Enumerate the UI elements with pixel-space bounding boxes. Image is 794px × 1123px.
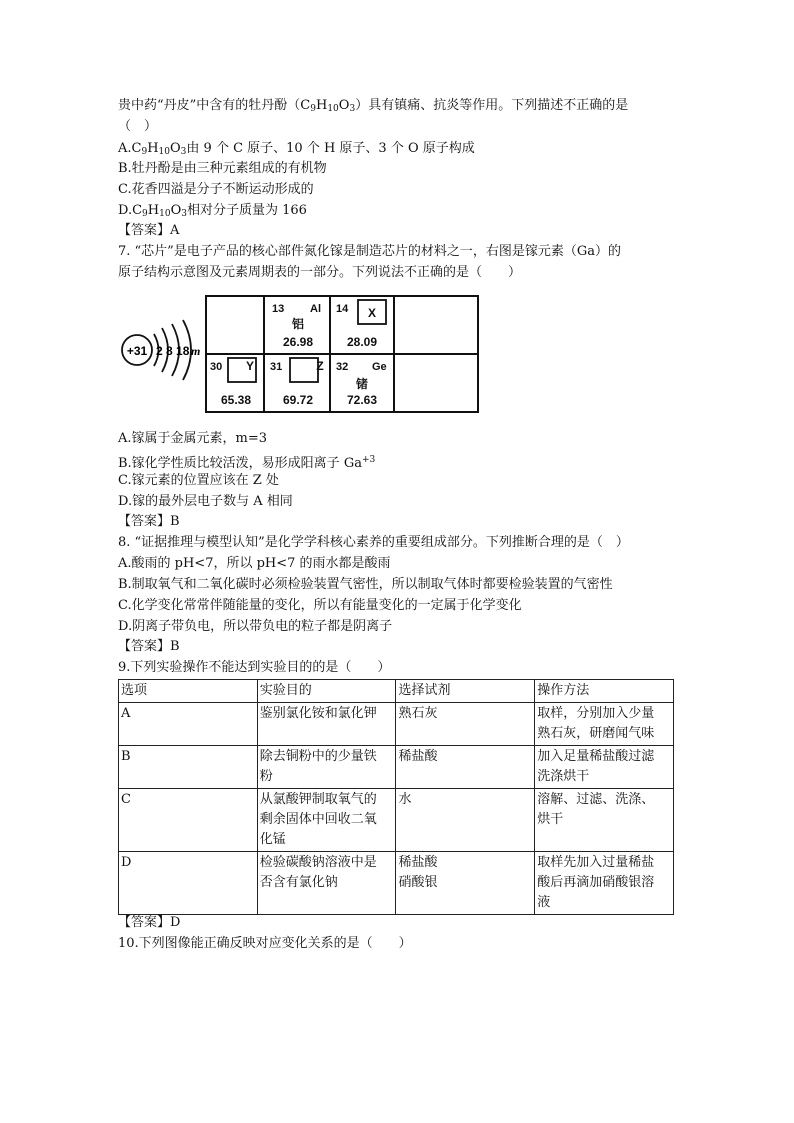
q6-option-a: $A.C_9H_{10}O_3$由 9 个 C 原子、10 个 H 原子、3 个 O 原子构成 xyxy=(118,141,475,157)
experiment-table xyxy=(118,679,674,915)
q6-option-c: C.花香四溢是分子不断运动形成的 xyxy=(118,182,314,197)
q7-answer: 【答案】B xyxy=(118,514,180,529)
svg-text:72.63: 72.63 xyxy=(346,393,378,407)
svg-text:28.09: 28.09 xyxy=(346,335,378,349)
cell-reagent: 稀盐酸 xyxy=(396,746,535,789)
svg-text:26.98: 26.98 xyxy=(282,335,314,349)
svg-text:30: 30 xyxy=(210,361,223,373)
svg-text:铝: 铝 xyxy=(291,317,305,331)
element-cell-31 xyxy=(270,358,324,407)
q7-option-a: A.镓属于金属元素，m=3 xyxy=(118,431,268,446)
outer-shell-m-label: m xyxy=(191,344,201,358)
header-reagent: 选择试剂 xyxy=(396,680,535,703)
svg-text:13: 13 xyxy=(272,303,285,315)
q6-answer: 【答案】A xyxy=(118,223,180,238)
svg-text:X: X xyxy=(367,306,377,320)
svg-text:Z: Z xyxy=(316,359,324,373)
svg-text:Al: Al xyxy=(310,303,321,315)
element-cell-32 xyxy=(336,361,387,407)
q6-stem: 贵中药“丹皮”中含有的牡丹酚$(C_9H_{10}O_3)$具有镇痛、抗炎等作用。下列描述不正确的是 xyxy=(118,98,629,114)
atom-structure-diagram xyxy=(122,320,200,380)
cell-reagent: 稀盐酸 硝酸银 xyxy=(396,852,535,915)
cell-option: A xyxy=(119,703,258,746)
q6-paren: （ ） xyxy=(118,119,158,134)
svg-text:锗: 锗 xyxy=(355,377,369,391)
cell-goal: 鉴别氯化铵和氯化钾 xyxy=(257,703,396,746)
element-cell-30 xyxy=(210,358,256,407)
cell-option: B xyxy=(119,746,258,789)
header-goal: 实验目的 xyxy=(257,680,396,703)
cell-method: 溶解、过滤、洗涤、 烘干 xyxy=(535,789,674,852)
cell-goal: 除去铜粉中的少量铁 粉 xyxy=(257,746,396,789)
element-cell-13 xyxy=(272,303,321,349)
table-row xyxy=(119,789,674,852)
table-header-row xyxy=(119,680,674,703)
cell-goal: 检验碳酸钠溶液中是 否含有氯化钠 xyxy=(257,852,396,915)
q8-option-b: B.制取氧气和二氧化碳时必须检验装置气密性，所以制取气体时都要检验装置的气密性 xyxy=(118,577,613,592)
gallium-figure xyxy=(118,292,518,422)
q8-option-d: D.阴离子带负电，所以带负电的粒子都是阴离子 xyxy=(118,619,393,634)
svg-text:Ge: Ge xyxy=(372,361,387,373)
q7-stem-line1: 7. “芯片”是电子产品的核心部件氮化镓是制造芯片的材料之一，右图是镓元素（Ga）的 xyxy=(118,244,621,259)
q7-stem-line2: 原子结构示意图及元素周期表的一部分。下列说法不正确的是（ ） xyxy=(118,265,522,280)
cell-goal: 从氯酸钾制取氧气的 剩余固体中回收二氧 化锰 xyxy=(257,789,396,852)
electron-shells-label: 2 8 18 xyxy=(156,344,190,358)
svg-text:32: 32 xyxy=(336,361,349,373)
q7-option-b: B.镓化学性质比较活泼，易形成阳离子 $Ga^{+3}$ xyxy=(118,455,376,471)
header-method: 操作方法 xyxy=(535,680,674,703)
q10-stem: 10.下列图像能正确反映对应变化关系的是（ ） xyxy=(118,936,412,951)
cell-option: D xyxy=(119,852,258,915)
q9-answer: 【答案】D xyxy=(118,915,181,930)
q6-option-d: $D.C_9H_{10}O_3$相对分子质量为 166 xyxy=(118,203,307,219)
cell-reagent: 熟石灰 xyxy=(396,703,535,746)
cell-method: 加入足量稀盐酸过滤 洗涤烘干 xyxy=(535,746,674,789)
table-row xyxy=(119,746,674,789)
q6-option-b: B.牡丹酚是由三种元素组成的有机物 xyxy=(118,161,327,176)
table-row xyxy=(119,703,674,746)
header-option: 选项 xyxy=(119,680,258,703)
q8-option-a: A.酸雨的 pH<7，所以 pH<7 的雨水都是酸雨 xyxy=(118,556,391,571)
q7-option-c: C.镓元素的位置应该在 Z 处 xyxy=(118,473,279,488)
q7-option-d: D.镓的最外层电子数与 A 相同 xyxy=(118,494,293,509)
element-cell-14 xyxy=(336,300,386,349)
q9-stem: 9.下列实验操作不能达到实验目的的是（ ） xyxy=(118,660,391,675)
cell-method: 取样，分别加入少量 熟石灰，研磨闻气味 xyxy=(535,703,674,746)
table-row xyxy=(119,852,674,915)
nucleus-label: +31 xyxy=(126,344,148,358)
q8-answer: 【答案】B xyxy=(118,639,180,654)
svg-text:69.72: 69.72 xyxy=(282,393,314,407)
svg-text:14: 14 xyxy=(336,303,349,315)
svg-text:31: 31 xyxy=(270,361,283,373)
cell-option: C xyxy=(119,789,258,852)
q8-stem: 8. “证据推理与模型认知”是化学学科核心素养的重要组成部分。下列推断合理的是（ ） xyxy=(118,535,629,550)
svg-text:65.38: 65.38 xyxy=(220,393,252,407)
cell-method: 取样先加入过量稀盐 酸后再滴加硝酸银溶 液 xyxy=(535,852,674,915)
q8-option-c: C.化学变化常常伴随能量的变化，所以有能量变化的一定属于化学变化 xyxy=(118,598,522,613)
svg-text:Y: Y xyxy=(245,359,255,373)
cell-reagent: 水 xyxy=(396,789,535,852)
periodic-table-excerpt xyxy=(206,296,478,412)
